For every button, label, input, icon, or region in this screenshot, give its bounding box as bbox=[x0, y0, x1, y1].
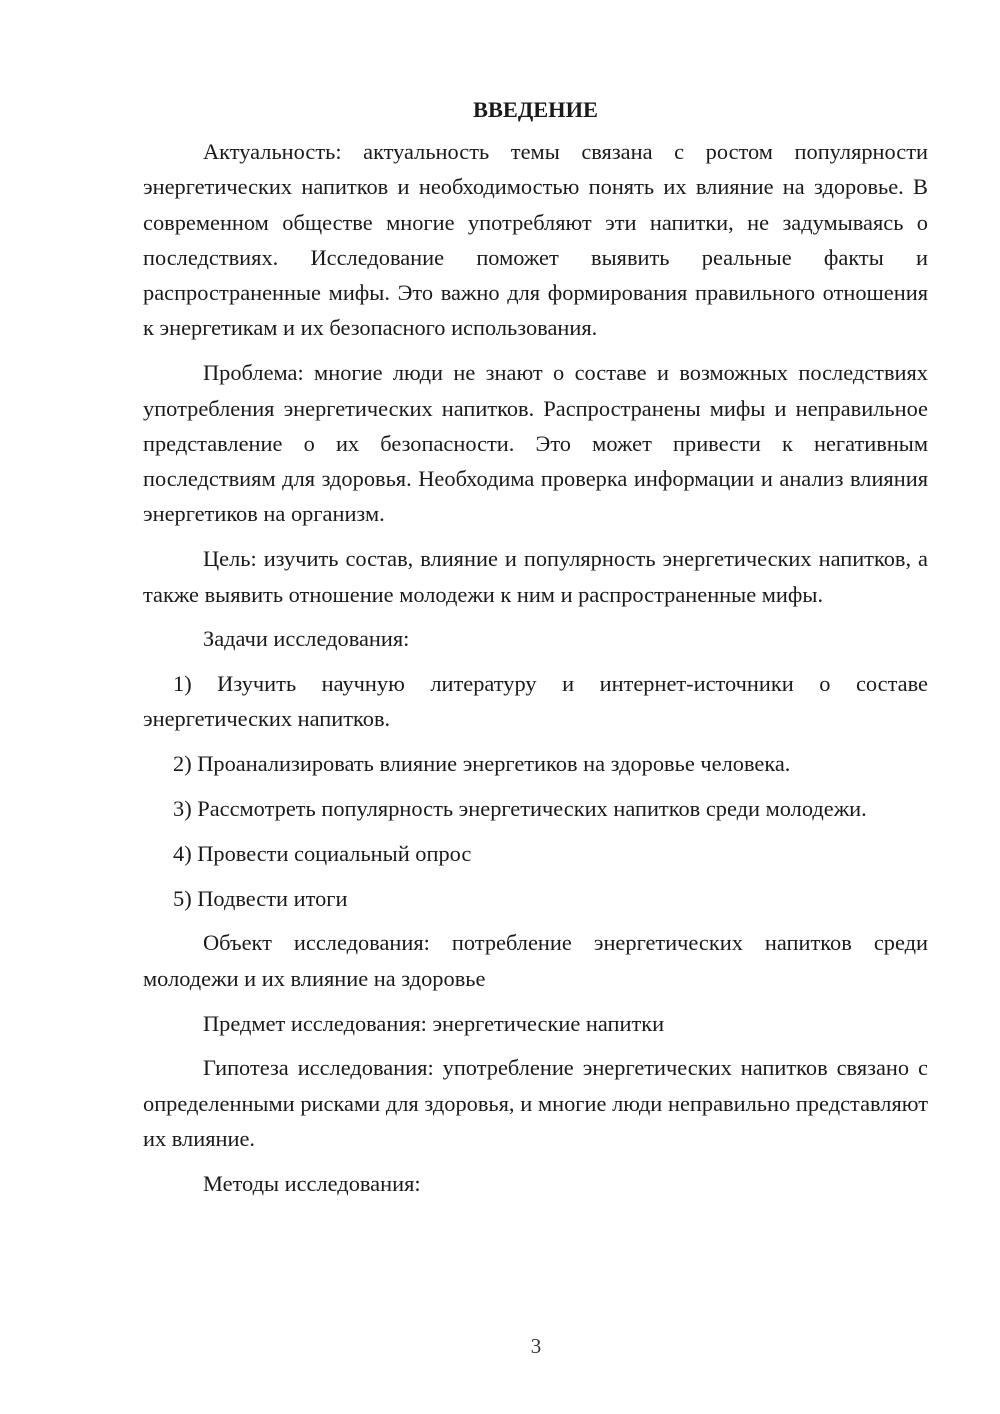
task-item-5: 5) Подвести итоги bbox=[173, 885, 348, 911]
problem-paragraph: Проблема: многие люди не знают о составе и возможных последствиях употребления энергетических напитков. Распространены мифы и неправильное представление о их безопасности. Это может привести к негативным последствиям для здоровья. Необходима проверка информации и анализ влияния энергетиков на организм. bbox=[143, 360, 928, 527]
subject-paragraph: Предмет исследования: энергетические напитки bbox=[203, 1010, 665, 1036]
object-paragraph: Объект исследования: потребление энергетических напитков среди молодежи и их влияние на здоровье bbox=[143, 930, 928, 991]
goal-paragraph: Цель: изучить состав, влияние и популярность энергетических напитков, а также выявить отношение молодежи к ним и распространенные мифы. bbox=[143, 546, 928, 607]
hypothesis-paragraph: Гипотеза исследования: употребление энергетических напитков связано с определенными рисками для здоровья, и многие люди неправильно представляют их влияние. bbox=[143, 1055, 928, 1151]
methods-heading: Методы исследования: bbox=[203, 1170, 421, 1196]
task-item-3: 3) Рассмотреть популярность энергетических напитков среди молодежи. bbox=[173, 796, 867, 822]
task-item-4: 4) Провести социальный опрос bbox=[173, 840, 472, 866]
task-item-2: 2) Проанализировать влияние энергетиков на здоровье человека. bbox=[173, 751, 791, 777]
tasks-heading: Задачи исследования: bbox=[203, 626, 410, 652]
task-item-1: 1) Изучить научную литературу и интернет-источники о составе энергетических напитков. bbox=[143, 671, 928, 732]
page-number: 3 bbox=[530, 1334, 542, 1358]
document-page bbox=[143, 92, 928, 1211]
relevance-paragraph: Актуальность: актуальность темы связана с ростом популярности энергетических напитков и необходимостью понять их влияние на здоровье. В современном обществе многие употребляют эти напитки, не задумываясь о последствиях. Исследование поможет выявить реальные факты и распространенные мифы. Это важно для формирования правильного отношения к энергетикам и их безопасного использования. bbox=[143, 139, 928, 341]
section-title: ВВЕДЕНИЕ bbox=[473, 97, 598, 122]
